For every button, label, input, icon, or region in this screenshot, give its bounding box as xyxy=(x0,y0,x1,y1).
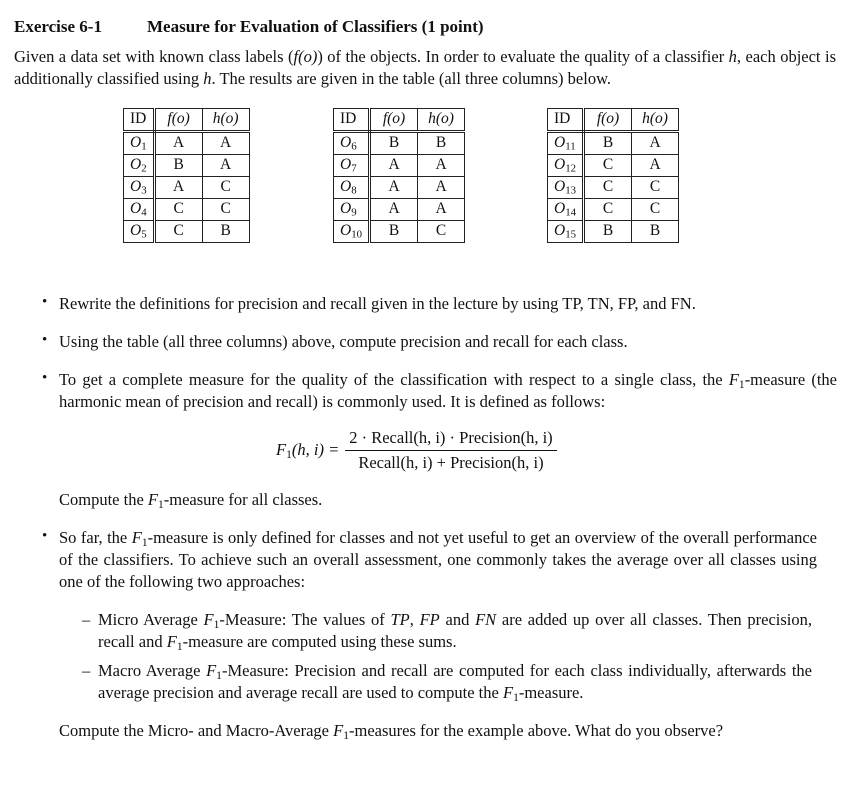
table-row xyxy=(124,177,250,199)
predicted-label: A xyxy=(202,155,249,177)
header-h: h(o) xyxy=(418,109,465,132)
results-table-1 xyxy=(123,108,250,243)
object-id: $O_{12}$ xyxy=(548,155,584,177)
true-label: C xyxy=(154,221,202,243)
table-row xyxy=(334,199,465,221)
formula-lhs: $F_1(h$, i) = xyxy=(276,440,340,462)
predicted-label: A xyxy=(418,155,465,177)
intro-text-3: , each object is additionally classified using xyxy=(14,47,836,88)
bullet-text: So far, the $F_1$-measure is only defined for classes and not yet useful to get an overview of the overall performance of the classifiers. To achieve such an overall assessment, one commonly takes the average over all classes using one of the following two approaches: xyxy=(59,528,817,591)
f1-formula xyxy=(276,427,557,474)
compute-f1-paragraph: Compute the $F_1$-measure for all classes. xyxy=(59,490,323,511)
table-row xyxy=(124,155,250,177)
results-table-2 xyxy=(333,108,465,243)
intro-math-fo: f(o) xyxy=(293,47,318,66)
object-id: $O_1$ xyxy=(124,132,155,155)
table-row xyxy=(334,177,465,199)
intro-math-h: h xyxy=(728,47,737,66)
bullet-dot: • xyxy=(42,294,48,310)
formula-numerator: 2 · Recall(h, i) · Precision(h, i) xyxy=(345,427,556,451)
exercise-title: Measure for Evaluation of Classifiers (1 point) xyxy=(147,17,484,36)
header-f: f(o) xyxy=(154,109,202,132)
results-table-3 xyxy=(547,108,679,243)
header-h: h(o) xyxy=(632,109,679,132)
table-header-row xyxy=(548,109,679,132)
predicted-label: B xyxy=(202,221,249,243)
formula-fraction xyxy=(345,427,556,474)
bullet-dot: • xyxy=(42,528,48,544)
predicted-label: B xyxy=(632,221,679,243)
predicted-label: A xyxy=(418,199,465,221)
true-label: A xyxy=(370,155,418,177)
predicted-label: A xyxy=(202,132,249,155)
table-row xyxy=(548,177,679,199)
table-row xyxy=(124,132,250,155)
predicted-label: C xyxy=(632,177,679,199)
header-f: f(o) xyxy=(584,109,632,132)
object-id: $O_2$ xyxy=(124,155,155,177)
predicted-label: B xyxy=(418,132,465,155)
formula-denominator: Recall(h, i) + Precision(h, i) xyxy=(358,452,544,472)
true-label: C xyxy=(154,199,202,221)
true-label: C xyxy=(584,177,632,199)
table-row xyxy=(334,132,465,155)
final-question: Compute the Micro- and Macro-Average $F_1$-measures for the example above. What do you observe? xyxy=(59,721,724,742)
header-id: ID xyxy=(124,109,155,132)
intro-text-1: Given a data set with known class labels ( xyxy=(14,47,294,66)
object-id: $O_{13}$ xyxy=(548,177,584,199)
table-row xyxy=(334,221,465,243)
table-row xyxy=(124,199,250,221)
true-label: A xyxy=(154,177,202,199)
exercise-number: Exercise 6-1 xyxy=(14,17,102,36)
object-id: $O_6$ xyxy=(334,132,370,155)
true-label: A xyxy=(154,132,202,155)
dash-marker: – xyxy=(82,610,91,629)
true-label: B xyxy=(370,221,418,243)
macro-average-text: Macro Average $F_1$-Measure: Precision and recall are computed for each class individually, afterwards the average precision and average recall are used to compute the $F_1$-measure. xyxy=(98,661,812,704)
predicted-label: A xyxy=(632,132,679,155)
intro-text-4: . The results are given in the table (all three columns) below. xyxy=(211,68,612,88)
object-id: $O_5$ xyxy=(124,221,155,243)
dash-marker: – xyxy=(82,661,91,680)
header-f: f(o) xyxy=(370,109,418,132)
object-id: $O_{10}$ xyxy=(334,221,370,243)
true-label: B xyxy=(370,132,418,155)
object-id: $O_4$ xyxy=(124,199,155,221)
intro-paragraph xyxy=(14,46,836,90)
header-id: ID xyxy=(548,109,584,132)
predicted-label: C xyxy=(632,199,679,221)
true-label: C xyxy=(584,199,632,221)
bullet-text: Rewrite the definitions for precision and recall given in the lecture by using TP, TN, FP, and FN. xyxy=(59,294,696,313)
intro-math-h-2: h xyxy=(203,68,212,88)
object-id: $O_{15}$ xyxy=(548,221,584,243)
bullet-dot: • xyxy=(42,332,48,348)
true-label: C xyxy=(584,155,632,177)
table-row xyxy=(334,155,465,177)
true-label: B xyxy=(584,132,632,155)
object-id: $O_3$ xyxy=(124,177,155,199)
true-label: B xyxy=(154,155,202,177)
object-id: $O_8$ xyxy=(334,177,370,199)
object-id: $O_{11}$ xyxy=(548,132,584,155)
table-row xyxy=(548,199,679,221)
predicted-label: C xyxy=(202,199,249,221)
predicted-label: C xyxy=(202,177,249,199)
table-header-row xyxy=(124,109,250,132)
exercise-heading xyxy=(14,16,484,38)
bullet-dot: • xyxy=(42,370,48,386)
predicted-label: A xyxy=(632,155,679,177)
bullet-text: Using the table (all three columns) above, compute precision and recall for each class. xyxy=(59,332,628,351)
intro-text-2: ) of the objects. In order to evaluate the quality of a classifier xyxy=(317,47,729,66)
true-label: B xyxy=(584,221,632,243)
predicted-label: C xyxy=(418,221,465,243)
object-id: $O_7$ xyxy=(334,155,370,177)
true-label: A xyxy=(370,177,418,199)
table-row xyxy=(124,221,250,243)
predicted-label: A xyxy=(418,177,465,199)
table-row xyxy=(548,221,679,243)
bullet-text: To get a complete measure for the quality of the classification with respect to a single class, the $F_1$-measure (the harmonic mean of precision and recall) is commonly used. It is defined as follows: xyxy=(59,370,838,411)
true-label: A xyxy=(370,199,418,221)
header-h: h(o) xyxy=(202,109,249,132)
micro-average-text: Micro Average $F_1$-Measure: The values of TP, FP and FN are added up over all classes. Then precision, recall and $F_1$-measure are computed using these sums. xyxy=(98,610,812,653)
object-id: $O_9$ xyxy=(334,199,370,221)
table-header-row xyxy=(334,109,465,132)
table-row xyxy=(548,155,679,177)
object-id: $O_{14}$ xyxy=(548,199,584,221)
table-row xyxy=(548,132,679,155)
header-id: ID xyxy=(334,109,370,132)
